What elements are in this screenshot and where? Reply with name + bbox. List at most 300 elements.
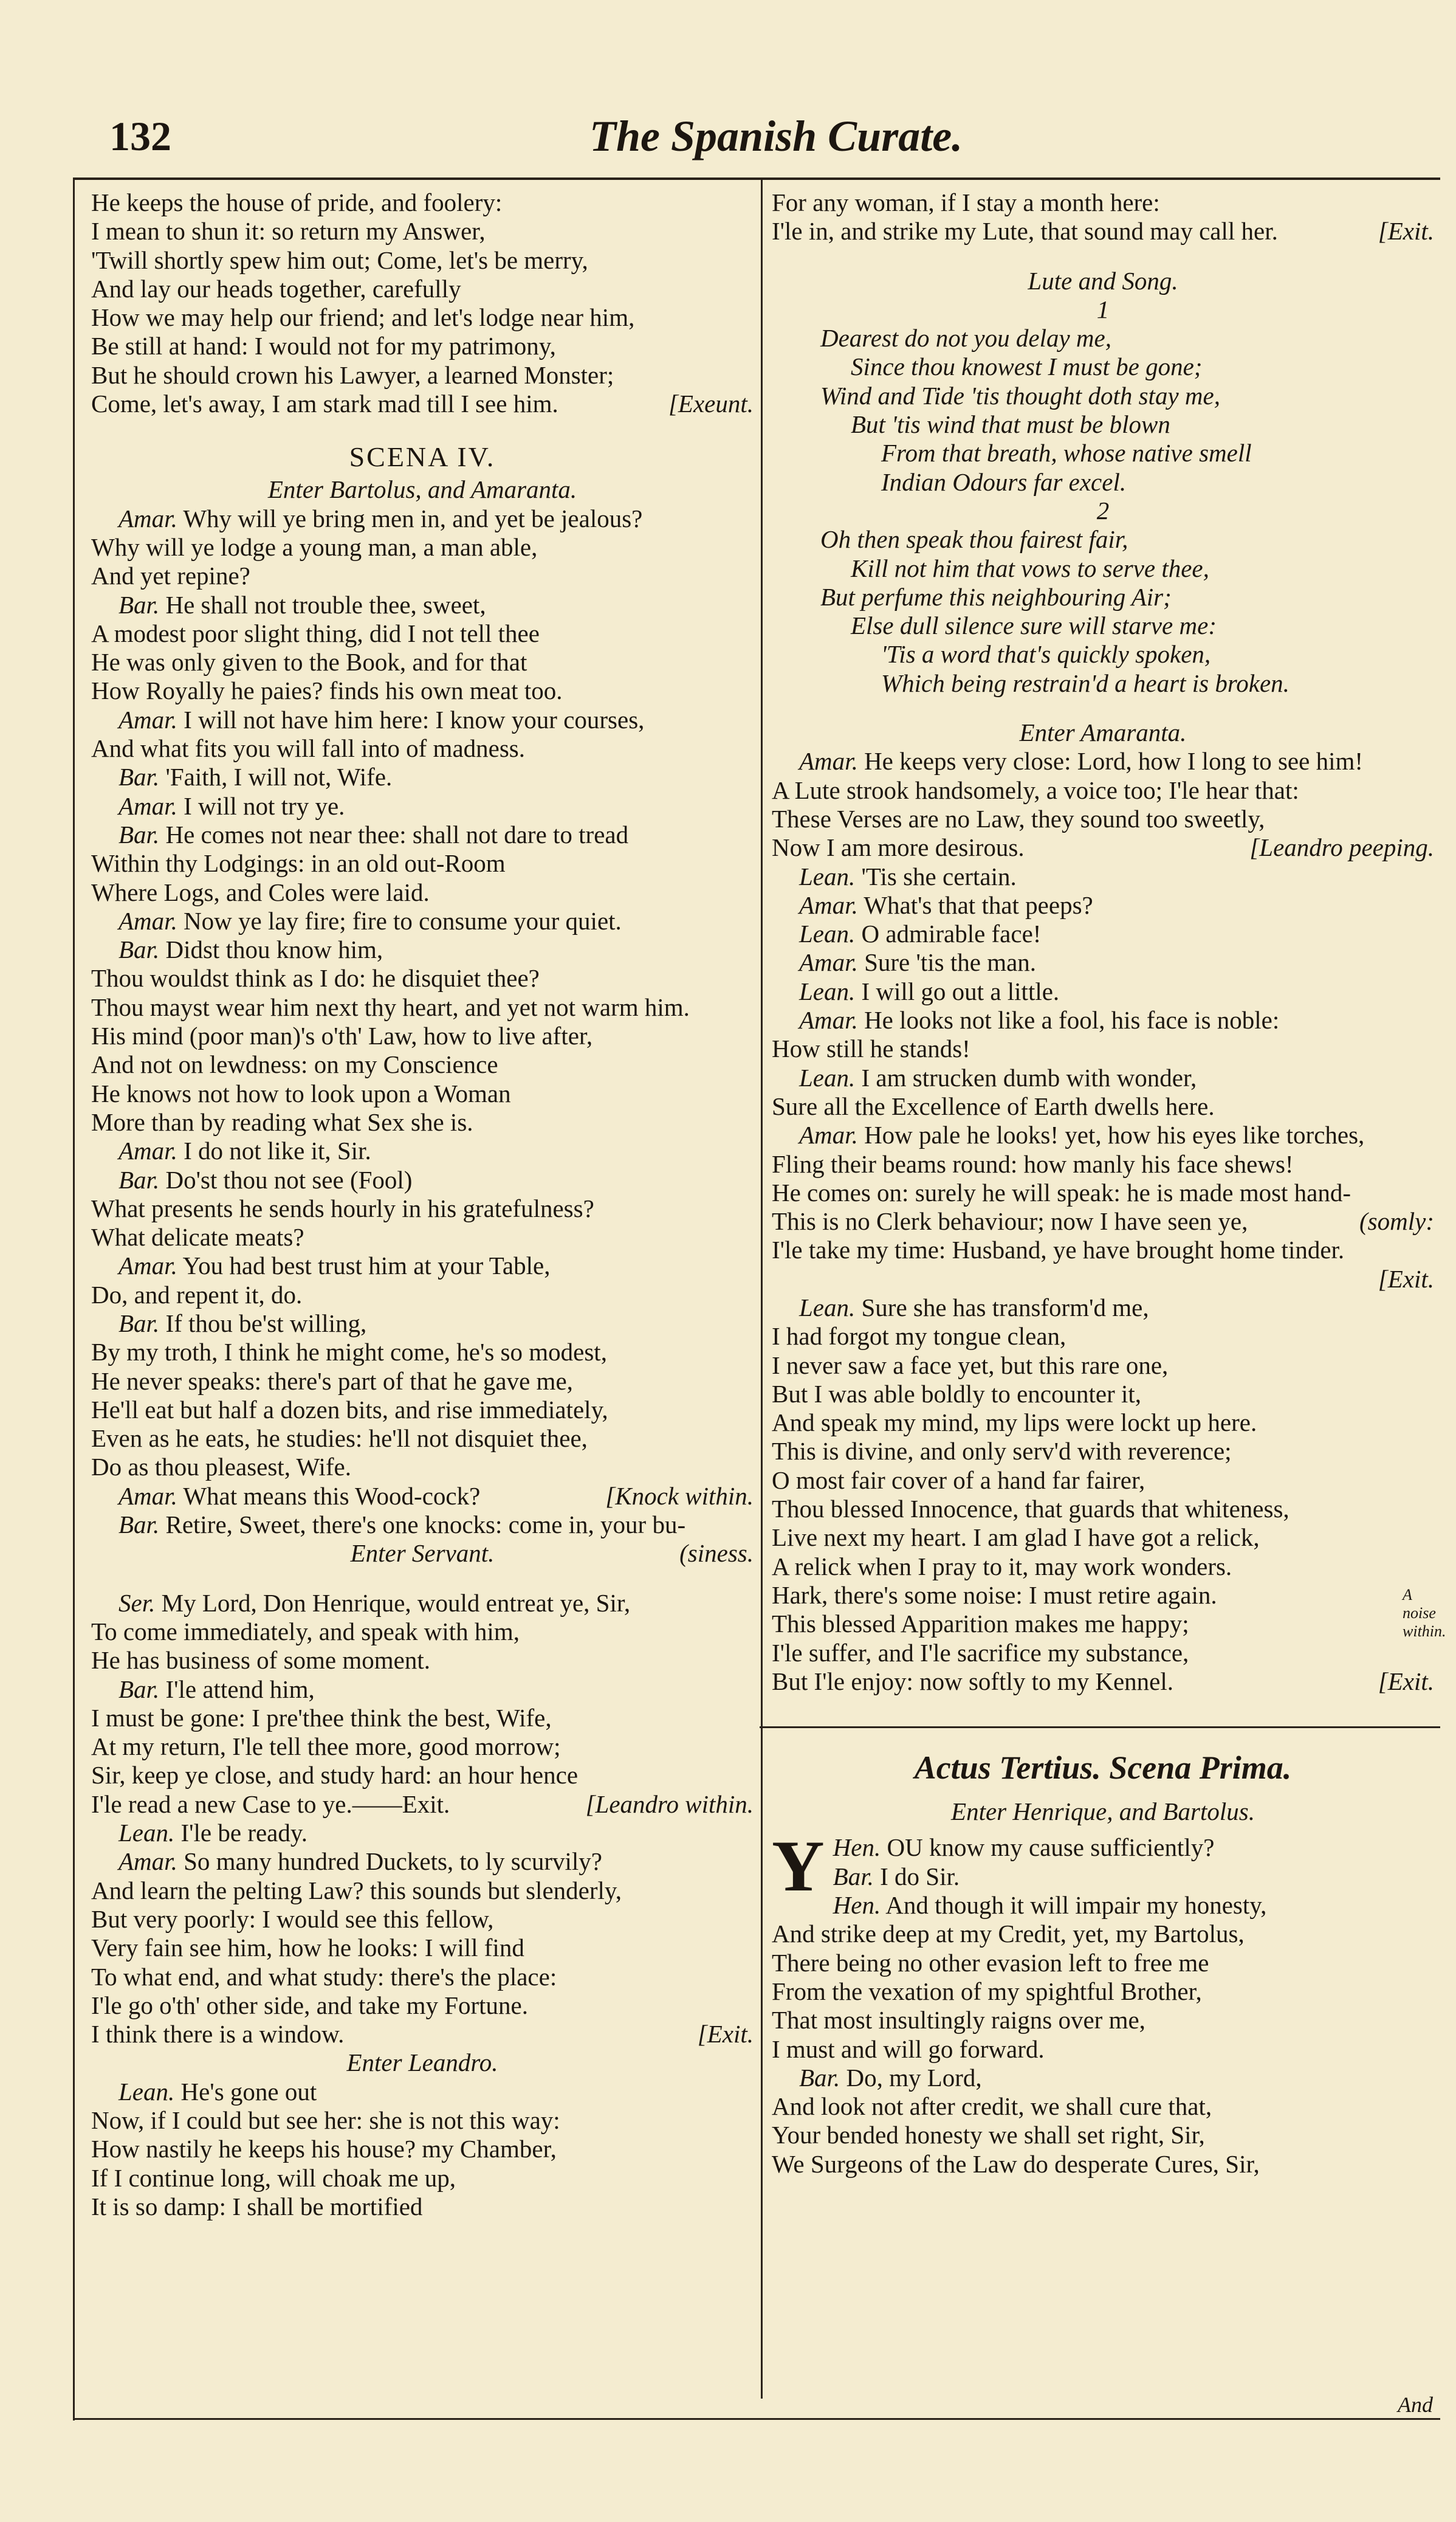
stage-direction bbox=[772, 267, 1434, 295]
speaker-name: Amar. bbox=[799, 747, 858, 776]
verse-line bbox=[91, 734, 754, 763]
line-text: O admirable face! bbox=[861, 920, 1042, 948]
footer-rule bbox=[73, 2418, 1440, 2420]
verse-line bbox=[91, 505, 754, 533]
line-text: 'Twill shortly spew him out; Come, let's be merry, bbox=[91, 246, 588, 274]
page-number: 132 bbox=[109, 113, 171, 159]
verse-line bbox=[91, 1934, 754, 1962]
line-text: Didst thou know him, bbox=[165, 935, 383, 964]
line-text: I am strucken dumb with wonder, bbox=[861, 1063, 1197, 1092]
line-text: If thou be'st willing, bbox=[165, 1309, 367, 1337]
line-text: Be still at hand: I would not for my patrimony, bbox=[91, 332, 556, 360]
line-text: Thou blessed Innocence, that guards that whiteness, bbox=[772, 1495, 1289, 1523]
line-text: I'le read a new Case to ye.——Exit. bbox=[91, 1790, 450, 1818]
act-text bbox=[772, 1825, 1434, 2179]
verse-line bbox=[772, 863, 1434, 891]
verse-line bbox=[91, 2078, 754, 2106]
verse-line bbox=[772, 1581, 1434, 1610]
line-text: Indian Odours far excel. bbox=[881, 467, 1127, 496]
header-rule bbox=[73, 177, 1440, 180]
line-text: How we may help our friend; and let's lodge near him, bbox=[91, 303, 635, 332]
verse-line bbox=[91, 332, 754, 360]
line-text: He shall not trouble thee, sweet, bbox=[165, 590, 486, 619]
line-text: This blessed Apparition makes me happy; bbox=[772, 1610, 1189, 1638]
verse-line bbox=[91, 303, 754, 332]
line-text: From that breath, whose native smell bbox=[881, 439, 1252, 467]
verse-line bbox=[772, 1006, 1434, 1035]
act-title: Actus Tertius. Scena Prima. bbox=[914, 1749, 1292, 1786]
verse-line bbox=[772, 1523, 1434, 1552]
verse-line bbox=[91, 1819, 754, 1847]
verse-line bbox=[772, 439, 1434, 467]
verse-line bbox=[91, 849, 754, 878]
line-text: How pale he looks! yet, how his eyes like torches, bbox=[864, 1121, 1365, 1149]
line-text: Why will ye lodge a young man, a man able, bbox=[91, 532, 538, 561]
stage-cue: [Exit. bbox=[1378, 1264, 1434, 1293]
line-text: But very poorly: I would see this fellow, bbox=[91, 1904, 494, 1933]
line-text: Within thy Lodgings: in an old out-Room bbox=[91, 849, 506, 878]
line-text: How nastily he keeps his house? my Chamber, bbox=[91, 2135, 557, 2163]
stage-text: 2 bbox=[1096, 496, 1110, 525]
line-text: Sure she has transform'd me, bbox=[861, 1293, 1149, 1321]
verse-line bbox=[772, 1408, 1434, 1437]
verse-line bbox=[91, 935, 754, 964]
verse-line bbox=[91, 1338, 754, 1366]
line-text: That most insultingly raigns over me, bbox=[772, 2006, 1145, 2034]
verse-line bbox=[772, 1236, 1434, 1264]
stage-text: Enter Amaranta. bbox=[1019, 718, 1187, 747]
verse-line bbox=[91, 2164, 754, 2193]
verse-line bbox=[91, 1905, 754, 1934]
left-frame-rule bbox=[73, 177, 75, 2420]
verse-line bbox=[772, 1437, 1434, 1466]
verse-line bbox=[91, 217, 754, 246]
line-text: What's that that peeps? bbox=[864, 891, 1093, 919]
speaker-name: Bar. bbox=[118, 820, 160, 849]
verse-line bbox=[772, 920, 1434, 948]
line-text: If I continue long, will choak me up, bbox=[91, 2163, 456, 2192]
line-text: He was only given to the Book, and for that bbox=[91, 648, 527, 677]
speaker-name: Amar. bbox=[799, 948, 858, 977]
verse-line bbox=[91, 2020, 754, 2048]
speaker-name: Lean. bbox=[799, 1293, 856, 1321]
verse-line bbox=[91, 1618, 754, 1646]
verse-line bbox=[91, 1424, 754, 1453]
verse-line bbox=[772, 1552, 1434, 1581]
line-text: By my troth, I think he might come, he's so modest, bbox=[91, 1338, 607, 1366]
verse-line bbox=[772, 1495, 1434, 1523]
speaker-name: Bar. bbox=[118, 763, 160, 791]
speaker-name: Bar. bbox=[833, 1862, 874, 1890]
speaker-name: Hen. bbox=[833, 1891, 881, 1920]
line-text: Thou mayst wear him next thy heart, and yet not warm him. bbox=[91, 993, 690, 1021]
line-text: But 'tis wind that must be blown bbox=[851, 410, 1170, 439]
line-text: Live next my heart. I am glad I have got a relick, bbox=[772, 1523, 1260, 1552]
verse-line bbox=[91, 2193, 754, 2221]
running-title: The Spanish Curate. bbox=[589, 112, 963, 160]
verse-line bbox=[772, 669, 1434, 698]
speaker-name: Bar. bbox=[118, 935, 160, 964]
line-text: Do as thou pleasest, Wife. bbox=[91, 1453, 351, 1481]
line-text: And learn the pelting Law? this sounds but slenderly, bbox=[91, 1876, 622, 1904]
speaker-name: Lean. bbox=[118, 2077, 175, 2106]
line-text: I mean to shun it: so return my Answer, bbox=[91, 217, 486, 246]
verse-line bbox=[772, 1380, 1434, 1408]
stage-cue: [Leandro within. bbox=[585, 1790, 754, 1818]
spacer bbox=[772, 698, 1434, 718]
line-text: A relick when I pray to it, may work wonders. bbox=[772, 1552, 1232, 1580]
verse-line bbox=[772, 1150, 1434, 1179]
verse-line bbox=[91, 562, 754, 590]
stage-direction bbox=[772, 718, 1434, 747]
verse-line bbox=[91, 1223, 754, 1252]
verse-line bbox=[91, 1790, 754, 1819]
verse-line bbox=[772, 2150, 1434, 2179]
verse-line bbox=[772, 1322, 1434, 1351]
drop-capital: Y bbox=[772, 1825, 825, 1907]
verse-line bbox=[772, 1121, 1434, 1149]
verse-line bbox=[772, 1351, 1434, 1380]
line-text: So many hundred Duckets, to ly scurvily? bbox=[184, 1847, 602, 1876]
verse-line bbox=[772, 1639, 1434, 1667]
verse-line bbox=[772, 410, 1434, 439]
line-text: From the vexation of my spightful Brother, bbox=[772, 1977, 1202, 2005]
verse-line bbox=[772, 2064, 1434, 2092]
stage-cue: (somly: bbox=[1359, 1207, 1434, 1236]
verse-line bbox=[91, 763, 754, 791]
verse-line bbox=[91, 993, 754, 1022]
line-text: I do Sir. bbox=[880, 1862, 960, 1890]
line-text: And look not after credit, we shall cure that, bbox=[772, 2092, 1212, 2121]
verse-line bbox=[772, 2035, 1434, 2064]
speaker-name: Amar. bbox=[118, 1137, 177, 1165]
speaker-name: Amar. bbox=[118, 1847, 177, 1876]
verse-line bbox=[91, 275, 754, 303]
speaker-name: Lean. bbox=[799, 920, 856, 948]
line-text: But I was able boldly to encounter it, bbox=[772, 1379, 1142, 1408]
verse-line bbox=[91, 246, 754, 275]
speaker-name: Amar. bbox=[118, 504, 177, 532]
verse-line bbox=[91, 1453, 754, 1481]
verse-line bbox=[91, 1991, 754, 2020]
verse-line bbox=[91, 1050, 754, 1079]
line-text: And not on lewdness: on my Conscience bbox=[91, 1050, 498, 1079]
verse-line bbox=[772, 1833, 1434, 1862]
verse-line bbox=[91, 1675, 754, 1704]
stage-direction bbox=[91, 1539, 754, 1568]
line-text: I'le attend him, bbox=[165, 1675, 315, 1703]
line-text: A Lute strook handsomely, a voice too; I'le hear that: bbox=[772, 776, 1299, 804]
spacer bbox=[91, 1568, 754, 1589]
speaker-name: Bar. bbox=[799, 2063, 840, 2092]
verse-line bbox=[91, 1847, 754, 1876]
line-text: 'Faith, I will not, Wife. bbox=[165, 763, 393, 791]
line-text: Else dull silence sure will starve me: bbox=[851, 612, 1217, 640]
verse-line bbox=[772, 1294, 1434, 1322]
line-text: It is so damp: I shall be mortified bbox=[91, 2192, 423, 2221]
speaker-name: Bar. bbox=[118, 590, 160, 619]
line-text: You had best trust him at your Table, bbox=[182, 1252, 551, 1280]
speaker-name: Lean. bbox=[118, 1819, 175, 1847]
line-text: Very fain see him, how he looks: I will find bbox=[91, 1934, 524, 1962]
speaker-name: Bar. bbox=[118, 1675, 160, 1703]
line-text: How Royally he paies? finds his own meat too. bbox=[91, 677, 563, 705]
margin-note: A noise within. bbox=[1403, 1586, 1446, 1641]
line-text: For any woman, if I stay a month here: bbox=[772, 188, 1160, 216]
stage-cue: [Exit. bbox=[697, 2020, 754, 2048]
verse-line bbox=[91, 1108, 754, 1137]
line-text: I'le take my time: Husband, ye have brought home tinder. bbox=[772, 1236, 1345, 1264]
line-text: O most fair cover of a hand far fairer, bbox=[772, 1466, 1145, 1494]
line-text: Fling their beams round: how manly his face shews! bbox=[772, 1149, 1294, 1178]
verse-line bbox=[772, 554, 1434, 583]
verse-line bbox=[772, 1920, 1434, 1948]
verse-line bbox=[772, 468, 1434, 497]
verse-line bbox=[772, 583, 1434, 612]
stage-cue: [Exit. bbox=[1378, 1667, 1434, 1695]
line-text: Thou wouldst think as I do: he disquiet thee? bbox=[91, 964, 540, 993]
line-text: He'll eat but half a dozen bits, and rise immediately, bbox=[91, 1395, 608, 1424]
verse-line bbox=[91, 964, 754, 993]
verse-line bbox=[772, 1862, 1434, 1891]
line-text: I must and will go forward. bbox=[772, 2034, 1045, 2063]
verse-line bbox=[91, 1646, 754, 1675]
line-text: At my return, I'le tell thee more, good morrow; bbox=[91, 1732, 561, 1761]
spacer bbox=[772, 246, 1434, 267]
line-text: Now, if I could but see her: she is not this way: bbox=[91, 2106, 560, 2134]
line-text: I must be gone: I pre'thee think the best, Wife, bbox=[91, 1703, 552, 1732]
verse-line bbox=[91, 1589, 754, 1618]
line-text: Dearest do not you delay me, bbox=[820, 324, 1111, 353]
verse-line bbox=[772, 1977, 1434, 2006]
line-text: And strike deep at my Credit, yet, my Bartolus, bbox=[772, 1920, 1245, 1948]
right-column bbox=[772, 188, 1446, 2179]
left-column bbox=[91, 188, 754, 2221]
speaker-name: Amar. bbox=[118, 1252, 177, 1280]
line-text: He never speaks: there's part of that he gave me, bbox=[91, 1366, 573, 1395]
verse-line bbox=[91, 2135, 754, 2163]
line-text: This is no Clerk behaviour; now I have seen ye, bbox=[772, 1207, 1248, 1236]
line-text: There being no other evasion left to free me bbox=[772, 1948, 1209, 1977]
speaker-name: Lean. bbox=[799, 1063, 856, 1092]
stage-direction bbox=[91, 475, 754, 504]
line-text: Do, and repent it, do. bbox=[91, 1280, 303, 1309]
line-text: I do not like it, Sir. bbox=[184, 1137, 371, 1165]
line-text: More than by reading what Sex she is. bbox=[91, 1108, 473, 1136]
line-text: Since thou knowest I must be gone; bbox=[851, 353, 1203, 381]
verse-line bbox=[91, 878, 754, 907]
line-text: Wind and Tide 'tis thought doth stay me, bbox=[820, 381, 1220, 410]
verse-line bbox=[91, 1022, 754, 1050]
line-text: Even as he eats, he studies: he'll not disquiet thee, bbox=[91, 1424, 588, 1453]
stage-cue: [Knock within. bbox=[605, 1481, 754, 1510]
verse-line bbox=[91, 1761, 754, 1790]
verse-line bbox=[772, 1265, 1434, 1294]
line-text: This is divine, and only serv'd with reverence; bbox=[772, 1437, 1232, 1466]
line-text: 'Tis a word that's quickly spoken, bbox=[881, 640, 1211, 669]
verse-line bbox=[772, 1064, 1434, 1092]
line-text: And though it will impair my honesty, bbox=[885, 1891, 1267, 1920]
line-text: But I'le enjoy: now softly to my Kennel. bbox=[772, 1667, 1174, 1695]
verse-line bbox=[772, 1035, 1434, 1063]
verse-line bbox=[91, 1732, 754, 1761]
stage-cue: [Exeunt. bbox=[668, 390, 754, 418]
stage-text: Enter Leandro. bbox=[346, 2048, 498, 2077]
line-text: And yet repine? bbox=[91, 562, 250, 590]
speaker-name: Bar. bbox=[118, 1511, 160, 1539]
speaker-name: Lean. bbox=[799, 862, 856, 891]
line-text: Sure all the Excellence of Earth dwells here. bbox=[772, 1092, 1215, 1120]
verse-line bbox=[91, 677, 754, 705]
line-text: I'le be ready. bbox=[180, 1819, 307, 1847]
verse-line bbox=[91, 1137, 754, 1165]
line-text: And lay our heads together, carefully bbox=[91, 274, 461, 303]
verse-line bbox=[772, 1949, 1434, 1977]
line-text: Do'st thou not see (Fool) bbox=[165, 1165, 413, 1194]
verse-line bbox=[772, 948, 1434, 977]
line-text: Now I am more desirous. bbox=[772, 833, 1025, 862]
verse-line bbox=[91, 1482, 754, 1511]
verse-line bbox=[91, 1396, 754, 1424]
line-text: He's gone out bbox=[180, 2077, 317, 2106]
verse-line bbox=[91, 648, 754, 677]
line-text: 'Tis she certain. bbox=[861, 862, 1017, 891]
speaker-name: Ser. bbox=[118, 1588, 156, 1617]
verse-line bbox=[772, 2092, 1434, 2121]
line-text: He comes not near thee: shall not dare to tread bbox=[165, 820, 629, 849]
verse-line bbox=[772, 1179, 1434, 1207]
line-text: What presents he sends hourly in his gratefulness? bbox=[91, 1194, 594, 1222]
line-text: How still he stands! bbox=[772, 1035, 970, 1063]
verse-line bbox=[772, 833, 1434, 862]
stage-cue: [Leandro peeping. bbox=[1249, 833, 1434, 862]
verse-line bbox=[91, 907, 754, 935]
verse-line bbox=[772, 805, 1434, 833]
verse-line bbox=[772, 525, 1434, 554]
line-text: Why will ye bring men in, and yet be jealous? bbox=[183, 504, 643, 532]
verse-line bbox=[91, 821, 754, 849]
verse-line bbox=[91, 1281, 754, 1309]
speaker-name: Lean. bbox=[799, 977, 856, 1005]
stage-cue: (siness. bbox=[679, 1539, 754, 1568]
line-text: Kill not him that vows to serve thee, bbox=[851, 554, 1209, 582]
verse-line bbox=[772, 382, 1434, 410]
verse-line bbox=[91, 188, 754, 217]
line-text: A modest poor slight thing, did I not tell thee bbox=[91, 619, 540, 647]
column-divider bbox=[761, 180, 763, 2399]
line-text: He looks not like a fool, his face is noble: bbox=[864, 1006, 1280, 1035]
verse-line bbox=[91, 1704, 754, 1732]
verse-line bbox=[772, 891, 1434, 920]
line-text: And speak my mind, my lips were lockt up here. bbox=[772, 1408, 1257, 1437]
line-text: To come immediately, and speak with him, bbox=[91, 1617, 520, 1645]
verse-line bbox=[772, 188, 1434, 217]
line-text: My Lord, Don Henrique, would entreat ye, Sir, bbox=[161, 1588, 631, 1617]
line-text: He knows not how to look upon a Woman bbox=[91, 1079, 511, 1108]
line-text: I think there is a window. bbox=[91, 2020, 345, 2048]
verse-line bbox=[772, 640, 1434, 669]
verse-line bbox=[91, 1963, 754, 1991]
verse-line bbox=[91, 619, 754, 648]
verse-line bbox=[91, 390, 754, 418]
verse-line bbox=[772, 747, 1434, 776]
stage-cue: [Exit. bbox=[1378, 217, 1434, 246]
verse-line bbox=[91, 533, 754, 562]
line-text: These Verses are no Law, they sound too sweetly, bbox=[772, 804, 1265, 833]
verse-line bbox=[772, 1610, 1434, 1638]
verse-line bbox=[91, 591, 754, 619]
line-text: OU know my cause sufficiently? bbox=[887, 1833, 1215, 1862]
line-text: Hark, there's some noise: I must retire again. bbox=[772, 1580, 1217, 1609]
line-text: Oh then speak thou fairest fair, bbox=[820, 525, 1128, 554]
verse-line bbox=[91, 1080, 754, 1108]
line-text: But perfume this neighbouring Air; bbox=[820, 582, 1172, 611]
speaker-name: Amar. bbox=[799, 1121, 858, 1149]
line-text: Sir, keep ye close, and study hard: an hour hence bbox=[91, 1761, 579, 1790]
line-text: To what end, and what study: there's the place: bbox=[91, 1962, 557, 1991]
verse-line bbox=[91, 706, 754, 734]
line-text: What means this Wood-cock? bbox=[183, 1481, 481, 1510]
line-text: I'le in, and strike my Lute, that sound may call her. bbox=[772, 217, 1278, 246]
verse-line bbox=[772, 324, 1434, 353]
stage-text: Enter Servant. bbox=[350, 1539, 495, 1568]
verse-line bbox=[91, 1876, 754, 1905]
line-text: Do, my Lord, bbox=[846, 2063, 982, 2092]
line-text: He keeps the house of pride, and foolery: bbox=[91, 188, 503, 216]
verse-line bbox=[772, 353, 1434, 381]
act-entry: Enter Henrique, and Bartolus. bbox=[951, 1797, 1255, 1826]
verse-line bbox=[91, 1252, 754, 1280]
line-text: Your bended honesty we shall set right, Sir, bbox=[772, 2121, 1205, 2149]
line-text: Come, let's away, I am stark mad till I see him. bbox=[91, 390, 558, 418]
verse-line bbox=[772, 217, 1434, 246]
line-text: Sure 'tis the man. bbox=[864, 948, 1037, 977]
verse-line bbox=[772, 977, 1434, 1006]
line-text: He comes on: surely he will speak: he is made most hand- bbox=[772, 1178, 1351, 1207]
speaker-name: Bar. bbox=[118, 1309, 160, 1337]
line-text: He keeps very close: Lord, how I long to see him! bbox=[864, 747, 1363, 776]
speaker-name: Amar. bbox=[118, 1481, 177, 1510]
line-text: Retire, Sweet, there's one knocks: come in, your bu- bbox=[165, 1511, 686, 1539]
line-text: I had forgot my tongue clean, bbox=[772, 1322, 1066, 1351]
catchword: And bbox=[1398, 2393, 1433, 2417]
line-text: He has business of some moment. bbox=[91, 1646, 430, 1675]
verse-line bbox=[91, 1166, 754, 1194]
line-text: Now ye lay fire; fire to consume your quiet. bbox=[184, 906, 622, 935]
speaker-name: Amar. bbox=[118, 791, 177, 820]
line-text: But he should crown his Lawyer, a learned Monster; bbox=[91, 360, 614, 389]
verse-line bbox=[91, 792, 754, 821]
verse-line bbox=[772, 1466, 1434, 1495]
stage-direction bbox=[91, 2048, 754, 2077]
verse-line bbox=[91, 2106, 754, 2135]
verse-line bbox=[772, 612, 1434, 640]
verse-line bbox=[91, 361, 754, 390]
speaker-name: Hen. bbox=[833, 1833, 881, 1862]
speaker-name: Amar. bbox=[799, 891, 858, 919]
spacer bbox=[91, 418, 754, 439]
verse-line bbox=[772, 1092, 1434, 1121]
line-text: And what fits you will fall into of madness. bbox=[91, 734, 525, 763]
verse-line bbox=[772, 2121, 1434, 2149]
verse-line bbox=[91, 1511, 754, 1539]
line-text: Which being restrain'd a heart is broken. bbox=[881, 669, 1289, 697]
verse-line bbox=[91, 1194, 754, 1223]
speaker-name: Amar. bbox=[118, 705, 177, 734]
speaker-name: Amar. bbox=[118, 906, 177, 935]
stage-text: Enter Bartolus, and Amaranta. bbox=[267, 475, 577, 504]
stage-direction bbox=[772, 497, 1434, 525]
